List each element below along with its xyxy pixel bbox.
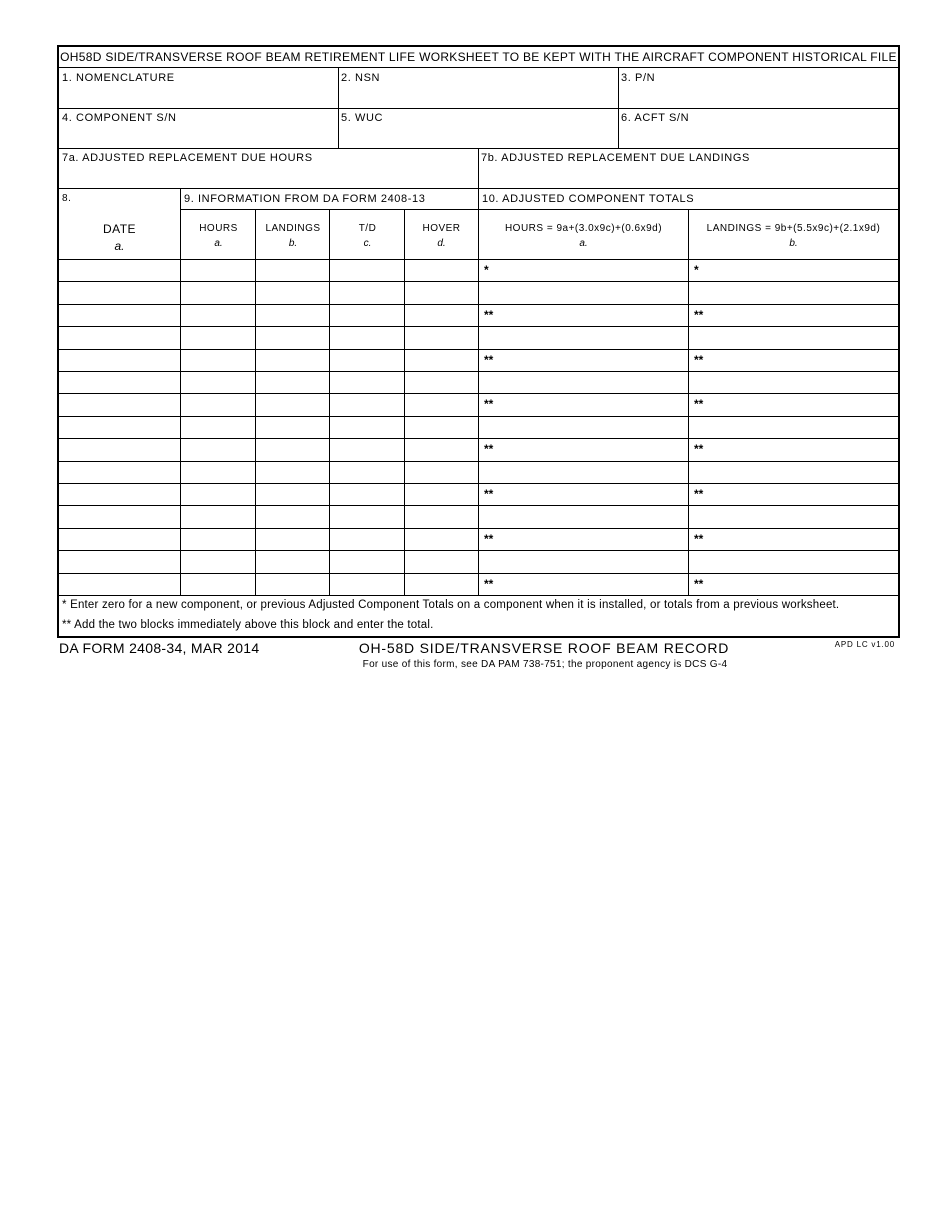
rule <box>404 209 405 596</box>
col9-label: 9. INFORMATION FROM DA FORM 2408-13 <box>184 193 426 205</box>
total-landings-mark: ** <box>694 308 704 322</box>
date-col-title: DATE <box>102 222 137 236</box>
total-landings-mark: ** <box>694 577 704 591</box>
total-hours-mark: ** <box>484 532 494 546</box>
td-col-header <box>330 224 405 249</box>
version-label: APD LC v1.00 <box>834 640 895 649</box>
rule <box>338 67 339 148</box>
total-hours-mark: ** <box>484 397 494 411</box>
rule <box>59 67 898 68</box>
total-hours-col-sub: a. <box>579 238 588 249</box>
nsn-label: 2. NSN <box>341 72 381 84</box>
td-col-title: T/D <box>358 223 377 234</box>
rule <box>180 209 898 210</box>
footnote-double-star: ** Add the two blocks immediately above this block and enter the total. <box>62 619 434 631</box>
usage-note: For use of this form, see DA PAM 738-751; the proponent agency is DCS G-4 <box>362 659 728 670</box>
rule <box>59 108 898 109</box>
rule <box>180 188 181 596</box>
footnote-single-star: * Enter zero for a new component, or previous Adjusted Component Totals on a component when it is installed, or totals from a previous worksheet. <box>62 599 840 611</box>
total-landings-mark: ** <box>694 397 704 411</box>
total-hours-mark: ** <box>484 487 494 501</box>
hours-col-sub: a. <box>214 238 223 249</box>
landings-col-header <box>256 224 330 249</box>
date-col-header <box>59 223 180 252</box>
td-col-sub: c. <box>363 238 372 249</box>
total-landings-mark: ** <box>694 353 704 367</box>
date-col-sub: a. <box>114 239 125 253</box>
nomenclature-label: 1. NOMENCLATURE <box>62 72 175 84</box>
landings-col-sub: b. <box>288 238 298 249</box>
total-hours-mark: ** <box>484 577 494 591</box>
rule <box>688 209 689 596</box>
hover-col-header <box>405 224 478 249</box>
rule <box>255 209 256 596</box>
form-header: OH58D SIDE/TRANSVERSE ROOF BEAM RETIREMENT LIFE WORKSHEET TO BE KEPT WITH THE AIRCRAFT COMPONENT HISTORICAL FILE <box>60 50 897 64</box>
acft-sn-label: 6. ACFT S/N <box>621 112 690 124</box>
record-title: OH-58D SIDE/TRANSVERSE ROOF BEAM RECORD <box>358 640 730 656</box>
component-sn-label: 4. COMPONENT S/N <box>62 112 177 124</box>
total-hours-col-header <box>479 224 688 249</box>
total-landings-col-sub: b. <box>789 238 798 249</box>
total-hours-mark: ** <box>484 353 494 367</box>
form-number: DA FORM 2408-34, MAR 2014 <box>59 640 260 656</box>
total-hours-mark: ** <box>484 442 494 456</box>
rule <box>618 67 619 148</box>
total-landings-mark: ** <box>694 532 704 546</box>
total-landings-mark: ** <box>694 442 704 456</box>
hours-col-title: HOURS <box>199 223 238 234</box>
due-landings-label: 7b. ADJUSTED REPLACEMENT DUE LANDINGS <box>481 152 750 164</box>
landings-col-title: LANDINGS <box>265 223 321 234</box>
pn-label: 3. P/N <box>621 72 656 84</box>
total-landings-mark: ** <box>694 487 704 501</box>
col10-label: 10. ADJUSTED COMPONENT TOTALS <box>482 193 695 205</box>
due-hours-label: 7a. ADJUSTED REPLACEMENT DUE HOURS <box>62 152 313 164</box>
hover-col-title: HOVER <box>422 223 461 234</box>
hours-col-header <box>181 224 256 249</box>
total-landings-col-title: LANDINGS = 9b+(5.5x9c)+(2.1x9d) <box>706 223 881 234</box>
total-hours-mark: ** <box>484 308 494 322</box>
total-hours-col-title: HOURS = 9a+(3.0x9c)+(0.6x9d) <box>504 223 663 234</box>
total-landings-mark: * <box>694 263 699 277</box>
rule <box>478 148 479 596</box>
rule <box>329 209 330 596</box>
worksheet-form <box>57 45 900 638</box>
hover-col-sub: d. <box>437 238 446 249</box>
total-landings-col-header <box>689 224 898 249</box>
total-hours-mark: * <box>484 263 489 277</box>
col8-label: 8. <box>62 193 72 204</box>
wuc-label: 5. WUC <box>341 112 384 124</box>
